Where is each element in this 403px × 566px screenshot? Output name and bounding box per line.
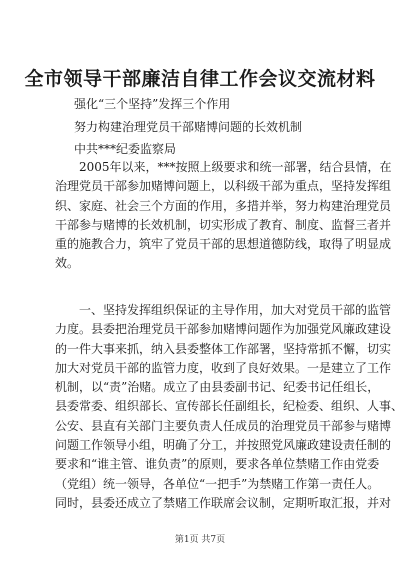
paragraph-line: 干部参与赌博的长效机制，切实形成了教育、制度、监督三者并	[55, 217, 392, 232]
page-number: 第1页 共7页	[174, 535, 226, 545]
paragraph-line: 县委常委、组织部长、宣传部长任副组长，纪检委、组织、人事、	[55, 399, 403, 414]
paragraph-line: 机制，以“责”治赌。成立了由县委副书记、纪委书记任组长，	[55, 380, 380, 395]
paragraph-line: 问题工作领导小组，明确了分工，并按照党风廉政建设责任制的	[55, 438, 392, 453]
paragraph-line: 要求和“谁主管、谁负责”的原则，要求各单位禁赌工作由党委	[55, 457, 380, 472]
paragraph-line: 治理党员干部参加赌博问题上，以科级干部为重点，坚持发挥组	[55, 179, 392, 194]
paragraph-section-1	[55, 301, 403, 513]
paragraph-line: 公安、县直有关部门主要负责人任成员的治理党员干部参与赌博	[55, 418, 392, 433]
paragraph-intro	[55, 158, 392, 274]
paragraph-line: 同时，县委还成立了禁赌工作联席会议制，定期听取汇报，并对	[55, 495, 392, 510]
author-line: 中共***纪委监察局	[74, 142, 177, 156]
document-title: 全市领导干部廉洁自律工作会议交流材料	[24, 68, 376, 90]
paragraph-line: 2005年以来，***按照上级要求和统一部署，结合县情，在	[79, 160, 392, 174]
paragraph-line: 加大对党员干部的监管力度，收到了良好效果。一是建立了工作	[55, 360, 392, 375]
paragraph-line: 力度。县委把治理党员干部参加赌博问题作为加强党风廉政建设	[55, 322, 392, 337]
paragraph-line: 织、家庭、社会三个方面的作用，多措并举，努力构建治理党员	[55, 198, 392, 213]
paragraph-line: 一、坚持发挥组织保证的主导作用，加大对党员干部的监管	[79, 303, 392, 317]
paragraph-line: （党组）统一领导，各单位“一把手”为禁赌工作第一责任人。	[55, 476, 380, 491]
paragraph-line: 重的施教合力，筑牢了党员干部的思想道德防线，取得了明显成	[55, 237, 392, 252]
paragraph-line: 效。	[55, 256, 80, 271]
subtitle-2: 努力构建治理党员干部赌博问题的长效机制	[74, 120, 303, 134]
paragraph-line: 的一件大事来抓，纳入县委整体工作部署，坚持常抓不懈，切实	[55, 341, 392, 356]
subtitle-1: 强化“三个坚持”发挥三个作用	[74, 97, 231, 111]
